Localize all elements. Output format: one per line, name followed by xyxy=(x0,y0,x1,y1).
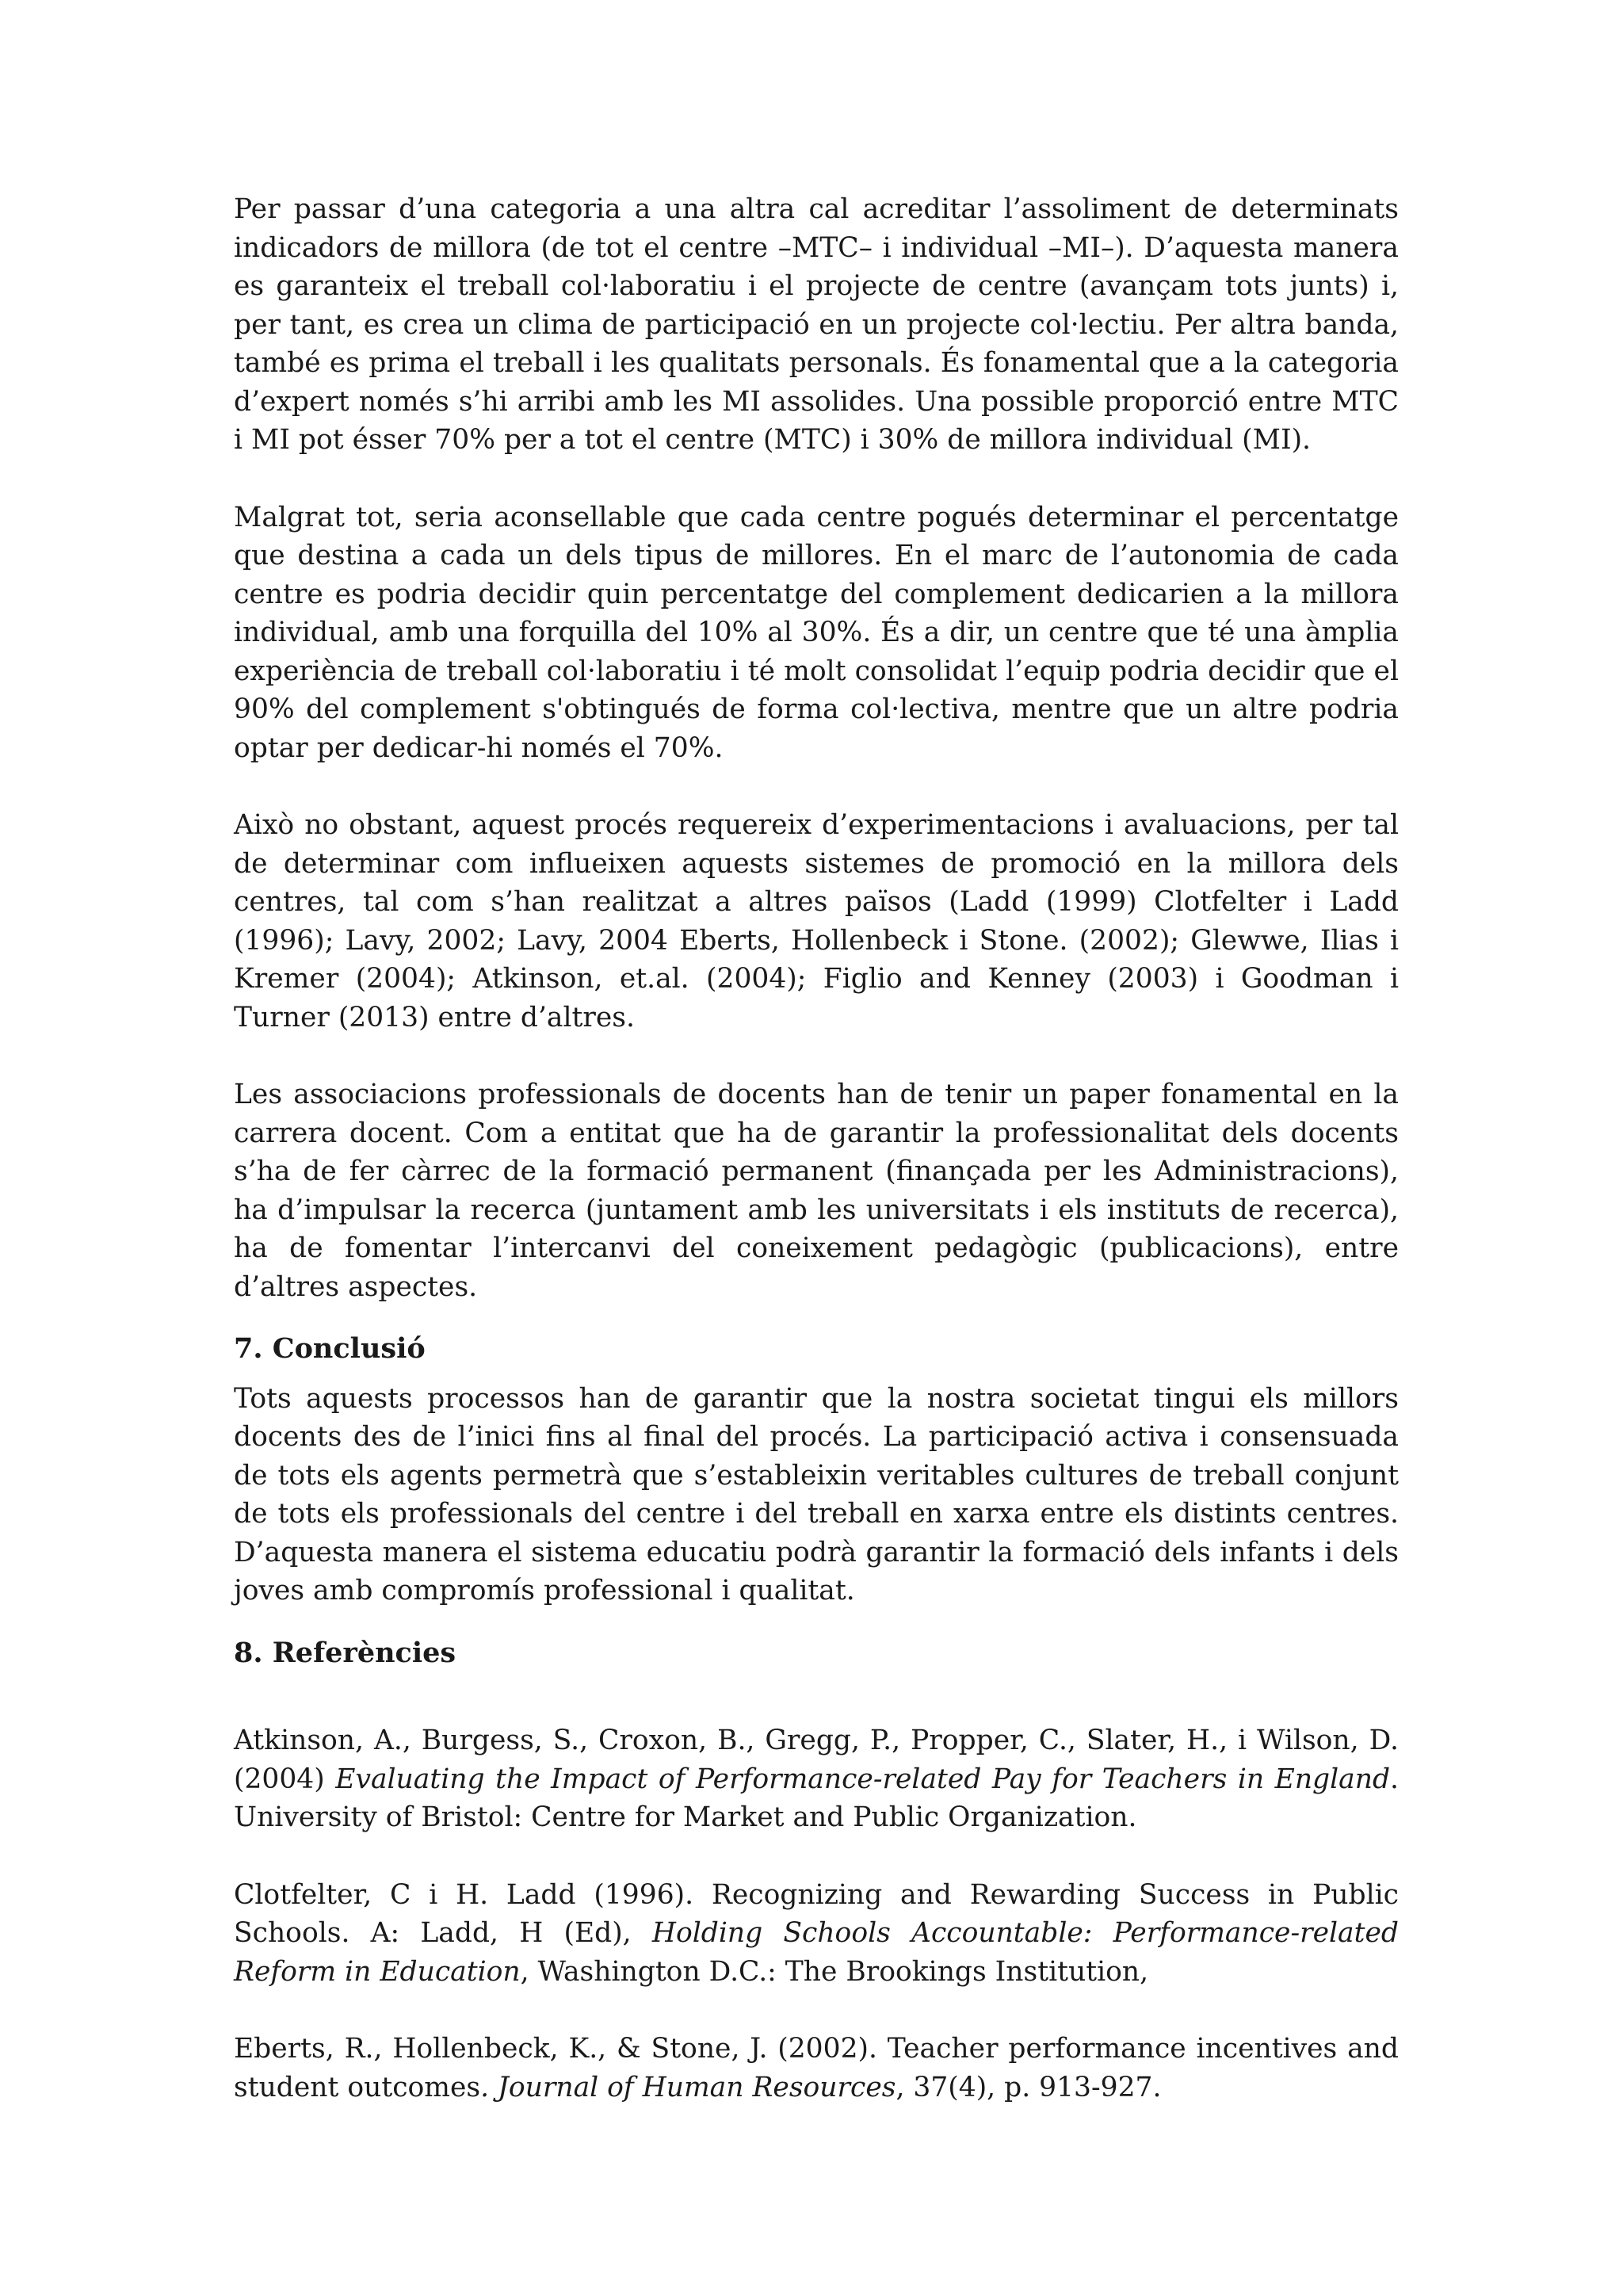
reference-tail: , 37(4), p. 913-927. xyxy=(896,2071,1162,2103)
reference-lead: Atkinson, A., Burgess, S., Croxon, B., Gregg, P., Propper, C., Slater, H., i Wilson, D. (2004) xyxy=(234,1725,1399,1795)
conclusion-paragraph: Tots aquests processos han de garantir que la nostra societat tingui els millors docents des de l’inici fins al final del procés. La participació activa i consensuada de tots els agents permetrà que s’estableixin veritables cultures de treball conjunt de tots els professionals del centre i del treball en xarxa entre els distints centres. D’aquesta manera el sistema educatiu podrà garantir la formació dels infants i dels joves amb compromís professional i qualitat. xyxy=(234,1382,1399,1606)
conclusion-heading: 7. Conclusió xyxy=(234,1332,426,1365)
reference-title: Holding Schools Accountable: Performance-related Reform in Education xyxy=(234,1917,1399,1988)
reference-list xyxy=(234,1721,1399,2107)
references-heading: 8. Referències xyxy=(234,1636,456,1669)
reference-lead: Eberts, R., Hollenbeck, K., & Stone, J. (2002). Teacher performance incentives and student outcomes xyxy=(234,2033,1399,2103)
reference-item xyxy=(234,1876,1399,1992)
reference-title: Evaluating the Impact of Performance-related Pay for Teachers in England xyxy=(335,1763,1391,1795)
reference-item xyxy=(234,1721,1399,1837)
reference-title: . Journal of Human Resources xyxy=(480,2071,896,2103)
reference-tail: , Washington D.C.: The Brookings Institution, xyxy=(520,1955,1149,1988)
reference-lead: Clotfelter, C i H. Ladd (1996). Recognizing and Rewarding Success in Public Schools. A: Ladd, H (Ed), xyxy=(234,1878,1399,1949)
reference-tail: . University of Bristol: Centre for Market and Public Organization. xyxy=(234,1763,1399,1833)
reference-item xyxy=(234,2030,1399,2107)
document-page xyxy=(234,190,1399,2107)
body-paragraph-4: Les associacions professionals de docents han de tenir un paper fonamental en la carrera docent. Com a entitat que ha de garantir la professionalitat dels docents s’ha de fer càrrec de la formació permanent (finançada per les Administracions), ha d’impulsar la recerca (juntament amb les universitats i els instituts de recerca), ha de fomentar l’intercanvi del coneixement pedagògic (publicacions), entre d’altres aspectes. xyxy=(234,1079,1399,1303)
body-paragraph-3: Això no obstant, aquest procés requereix d’experimentacions i avaluacions, per tal de determinar com influeixen aquests sistemes de promoció en la millora dels centres, tal com s’han realitzat a altres països (Ladd (1999) Clotfelter i Ladd (1996); Lavy, 2002; Lavy, 2004 Eberts, Hollenbeck i Stone. (2002); Glewwe, Ilias i Kremer (2004); Atkinson, et.al. (2004); Figlio and Kenney (2003) i Goodman i Turner (2013) entre d’altres. xyxy=(234,809,1399,1033)
body-paragraph-2: Malgrat tot, seria aconsellable que cada centre pogués determinar el percentatge que destina a cada un dels tipus de millores. En el marc de l’autonomia de cada centre es podria decidir quin percentatge del complement dedicarien a la millora individual, amb una forquilla del 10% al 30%. És a dir, un centre que té una àmplia experiència de treball col·laboratiu i té molt consolidat l’equip podria decidir que el 90% del complement s'obtingués de forma col·lectiva, mentre que un altre podria optar per dedicar-hi només el 70%. xyxy=(234,501,1399,764)
body-paragraph-1: Per passar d’una categoria a una altra cal acreditar l’assoliment de determinats indicadors de millora (de tot el centre –MTC– i individual –MI–). D’aquesta manera es garanteix el treball col·laboratiu i el projecte de centre (avançam tots junts) i, per tant, es crea un clima de participació en un projecte col·lectiu. Per altra banda, també es prima el treball i les qualitats personals. És fonamental que a la categoria d’expert només s’hi arribi amb les MI assolides. Una possible proporció entre MTC i MI pot ésser 70% per a tot el centre (MTC) i 30% de millora individual (MI). xyxy=(234,193,1399,456)
